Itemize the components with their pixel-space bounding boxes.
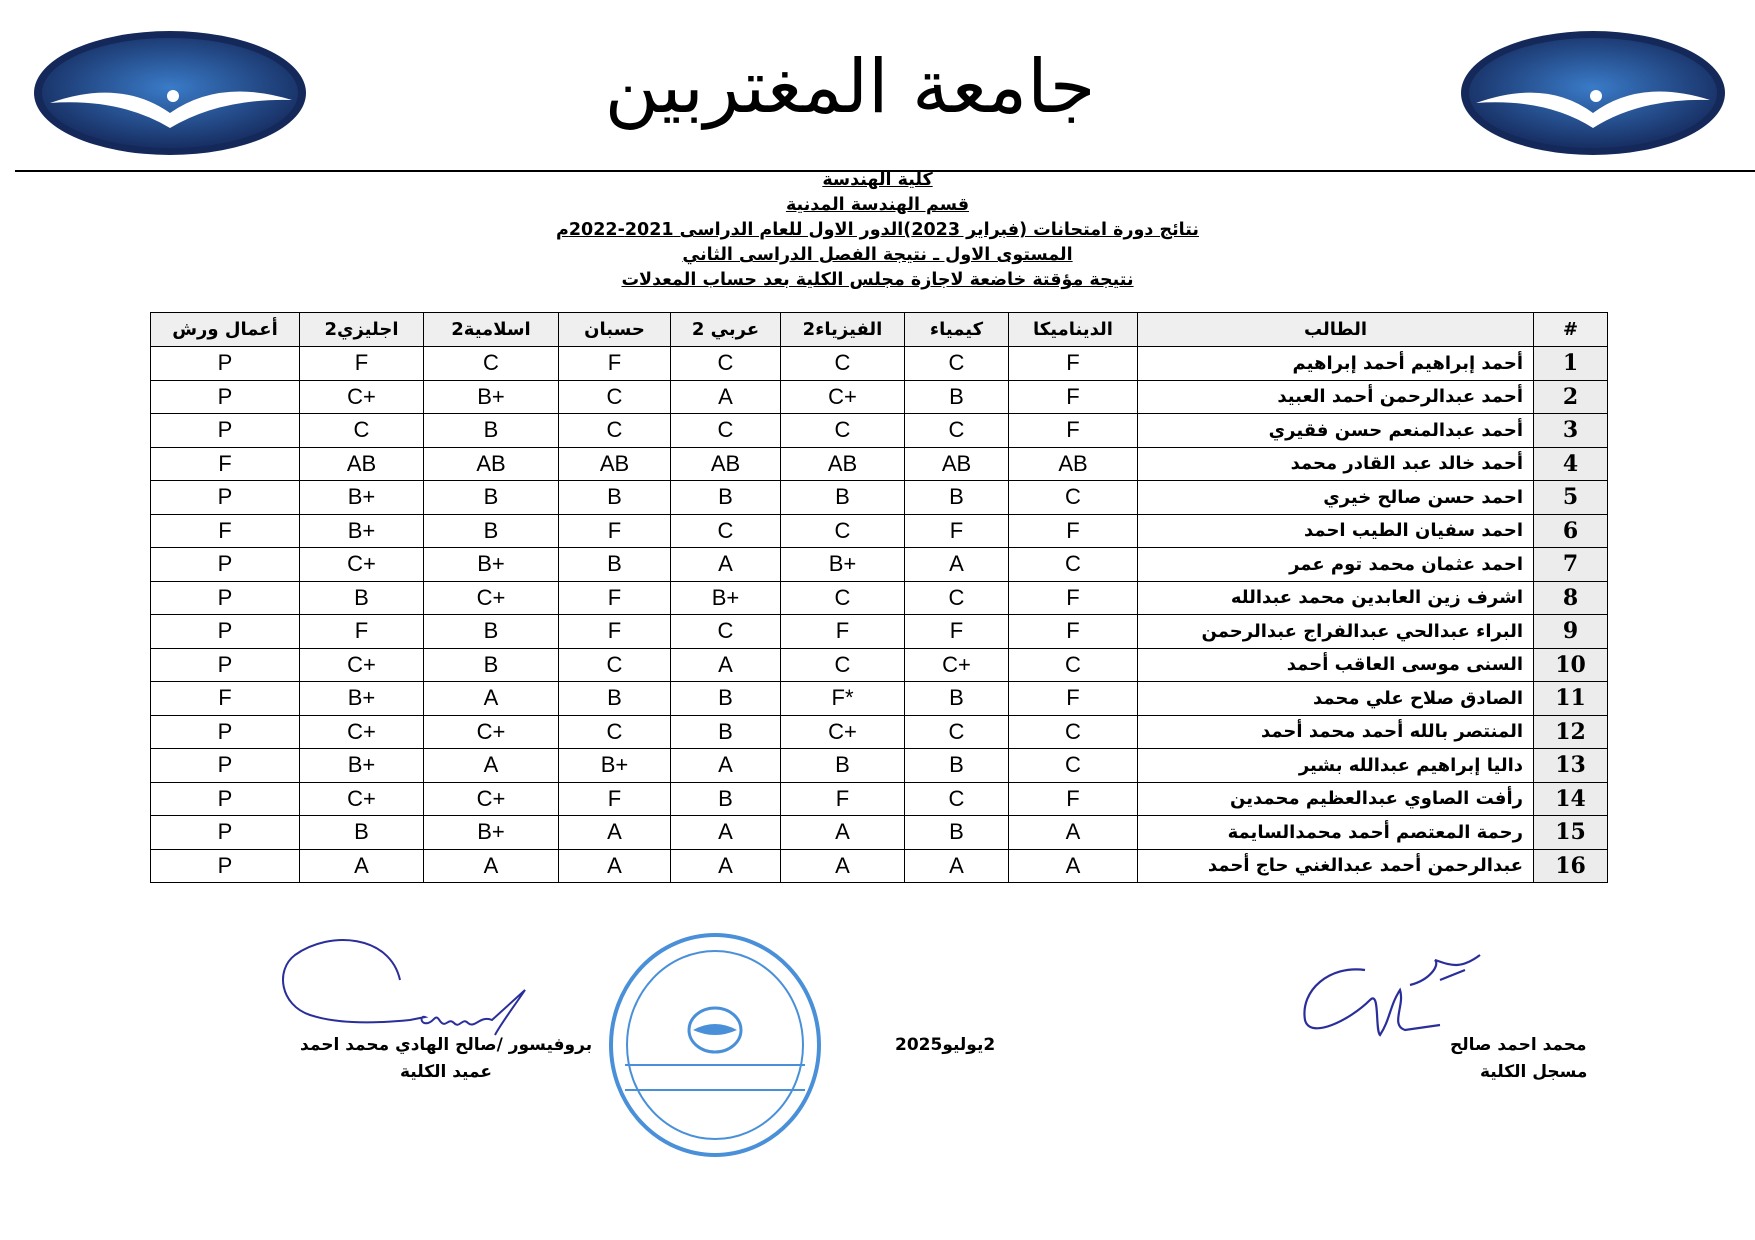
grade-islamic: A: [424, 749, 559, 783]
grade-islamic: C: [424, 347, 559, 381]
column-header-student: الطالب: [1138, 313, 1534, 347]
grade-chemistry: C+: [905, 648, 1009, 682]
grade-physics: C: [781, 648, 905, 682]
registrar-name: محمد احمد صالح: [1450, 1035, 1587, 1055]
grade-chemistry: B: [905, 749, 1009, 783]
grade-workshop: P: [151, 380, 300, 414]
grade-calculus: C: [559, 380, 671, 414]
college-stamp: [605, 930, 825, 1164]
grade-dynamics: F: [1009, 347, 1138, 381]
grade-english: C+: [300, 648, 424, 682]
table-row: [151, 682, 1608, 716]
grade-calculus: F: [559, 615, 671, 649]
student-name: المنتصر بالله أحمد محمد أحمد: [1138, 715, 1534, 749]
column-header-number: #: [1534, 313, 1608, 347]
table-row: [151, 380, 1608, 414]
grade-chemistry: F: [905, 615, 1009, 649]
grade-calculus: F: [559, 514, 671, 548]
grade-arabic: B: [671, 682, 781, 716]
grade-physics: C: [781, 581, 905, 615]
dean-signature: [270, 925, 540, 1044]
grade-physics: AB: [781, 447, 905, 481]
grade-dynamics: A: [1009, 849, 1138, 883]
student-name: أحمد خالد عبد القادر محمد: [1138, 447, 1534, 481]
grade-dynamics: AB: [1009, 447, 1138, 481]
student-name: أحمد إبراهيم أحمد إبراهيم: [1138, 347, 1534, 381]
grade-workshop: P: [151, 615, 300, 649]
grade-arabic: C: [671, 414, 781, 448]
grade-islamic: C+: [424, 715, 559, 749]
university-logo-left: [30, 28, 310, 162]
grade-arabic: A: [671, 749, 781, 783]
grade-arabic: A: [671, 849, 781, 883]
grade-english: B+: [300, 749, 424, 783]
grade-physics: C: [781, 347, 905, 381]
student-name: أحمد عبدالمنعم حسن فقيري: [1138, 414, 1534, 448]
grades-table: [150, 312, 1608, 883]
grade-dynamics: F: [1009, 380, 1138, 414]
grade-islamic: A: [424, 849, 559, 883]
grade-chemistry: C: [905, 581, 1009, 615]
level-heading: المستوى الاول ـ نتيجة الفصل الدراسى الثاني: [682, 245, 1073, 265]
row-number: 16: [1534, 849, 1608, 883]
grade-english: C: [300, 414, 424, 448]
grade-workshop: P: [151, 715, 300, 749]
document-date: 2يوليو2025: [895, 1035, 996, 1055]
grade-islamic: C+: [424, 581, 559, 615]
grade-arabic: B: [671, 782, 781, 816]
grade-workshop: F: [151, 514, 300, 548]
university-title: جامعة المغتربين: [604, 44, 1096, 130]
grade-workshop: P: [151, 816, 300, 850]
grade-physics: F: [781, 782, 905, 816]
grade-arabic: B: [671, 715, 781, 749]
grade-physics: F: [781, 615, 905, 649]
provisional-note-heading: نتيجة مؤقتة خاضعة لاجازة مجلس الكلية بعد حساب المعدلات: [621, 270, 1134, 290]
grade-calculus: C: [559, 648, 671, 682]
grade-calculus: C: [559, 414, 671, 448]
grade-arabic: AB: [671, 447, 781, 481]
row-number: 12: [1534, 715, 1608, 749]
grade-english: A: [300, 849, 424, 883]
grade-islamic: AB: [424, 447, 559, 481]
row-number: 1: [1534, 347, 1608, 381]
student-name: احمد عثمان محمد توم عمر: [1138, 548, 1534, 582]
student-name: البراء عبدالحي عبدالفراج عبدالرحمن: [1138, 615, 1534, 649]
grade-english: C+: [300, 715, 424, 749]
row-number: 4: [1534, 447, 1608, 481]
faculty-heading: كلية الهندسة: [822, 170, 933, 190]
grade-english: B: [300, 581, 424, 615]
student-name: السنى موسى العاقب أحمد: [1138, 648, 1534, 682]
table-row: [151, 514, 1608, 548]
grade-workshop: P: [151, 548, 300, 582]
table-row: [151, 615, 1608, 649]
grade-physics: B: [781, 749, 905, 783]
grade-english: C+: [300, 548, 424, 582]
grade-physics: F*: [781, 682, 905, 716]
table-row: [151, 414, 1608, 448]
student-name: احمد سفيان الطيب احمد: [1138, 514, 1534, 548]
table-row: [151, 581, 1608, 615]
grade-english: F: [300, 615, 424, 649]
grade-english: B: [300, 816, 424, 850]
grade-chemistry: A: [905, 548, 1009, 582]
grade-english: F: [300, 347, 424, 381]
student-name: عبدالرحمن أحمد عبدالغني حاج أحمد: [1138, 849, 1534, 883]
grade-workshop: P: [151, 414, 300, 448]
grade-chemistry: C: [905, 347, 1009, 381]
grade-islamic: B: [424, 615, 559, 649]
row-number: 3: [1534, 414, 1608, 448]
grade-workshop: F: [151, 682, 300, 716]
table-row: [151, 481, 1608, 515]
student-name: داليا إبراهيم عبدالله بشير: [1138, 749, 1534, 783]
grade-chemistry: B: [905, 816, 1009, 850]
grade-physics: A: [781, 849, 905, 883]
grade-calculus: B: [559, 548, 671, 582]
grade-arabic: A: [671, 548, 781, 582]
grade-calculus: B: [559, 682, 671, 716]
grade-english: C+: [300, 782, 424, 816]
dean-name: بروفيسور /صالح الهادي محمد احمد: [300, 1035, 593, 1055]
grade-physics: C+: [781, 715, 905, 749]
student-name: رحمة المعتصم أحمد محمدالسايمة: [1138, 816, 1534, 850]
table-row: [151, 648, 1608, 682]
grade-islamic: C+: [424, 782, 559, 816]
university-logo-right: [1458, 28, 1728, 162]
grade-islamic: B: [424, 481, 559, 515]
row-number: 8: [1534, 581, 1608, 615]
row-number: 10: [1534, 648, 1608, 682]
dean-title: عميد الكلية: [400, 1062, 492, 1082]
grade-physics: C+: [781, 380, 905, 414]
grade-chemistry: B: [905, 682, 1009, 716]
grade-chemistry: B: [905, 380, 1009, 414]
row-number: 14: [1534, 782, 1608, 816]
grade-english: B+: [300, 481, 424, 515]
grade-calculus: C: [559, 715, 671, 749]
grade-dynamics: C: [1009, 481, 1138, 515]
column-header-workshop: أعمال ورش: [151, 313, 300, 347]
student-name: اشرف زين العابدين محمد عبدالله: [1138, 581, 1534, 615]
grade-islamic: B: [424, 514, 559, 548]
grade-islamic: B+: [424, 548, 559, 582]
grade-dynamics: F: [1009, 782, 1138, 816]
grade-chemistry: F: [905, 514, 1009, 548]
student-name: الصادق صلاح علي محمد: [1138, 682, 1534, 716]
row-number: 9: [1534, 615, 1608, 649]
grade-calculus: A: [559, 849, 671, 883]
grade-calculus: F: [559, 581, 671, 615]
grade-arabic: B+: [671, 581, 781, 615]
grade-workshop: P: [151, 481, 300, 515]
grade-chemistry: A: [905, 849, 1009, 883]
row-number: 6: [1534, 514, 1608, 548]
table-row: [151, 715, 1608, 749]
grade-physics: C: [781, 414, 905, 448]
column-header-physics: الفيزياء2: [781, 313, 905, 347]
row-number: 7: [1534, 548, 1608, 582]
table-row: [151, 347, 1608, 381]
grade-islamic: B: [424, 414, 559, 448]
grade-chemistry: C: [905, 414, 1009, 448]
row-number: 2: [1534, 380, 1608, 414]
table-row: [151, 816, 1608, 850]
column-header-calculus: حسبان: [559, 313, 671, 347]
student-name: رأفت الصاوي عبدالعظيم محمدين: [1138, 782, 1534, 816]
grade-chemistry: AB: [905, 447, 1009, 481]
department-heading: قسم الهندسة المدنية: [785, 195, 970, 215]
row-number: 15: [1534, 816, 1608, 850]
grades-table-body: [151, 347, 1608, 883]
grade-workshop: P: [151, 749, 300, 783]
grade-islamic: A: [424, 682, 559, 716]
document-headings: [0, 168, 1755, 293]
grade-dynamics: F: [1009, 682, 1138, 716]
grade-dynamics: F: [1009, 514, 1138, 548]
grade-islamic: B+: [424, 380, 559, 414]
column-header-arabic: عربي 2: [671, 313, 781, 347]
row-number: 5: [1534, 481, 1608, 515]
table-header-row: [151, 313, 1608, 347]
grade-arabic: B: [671, 481, 781, 515]
grade-arabic: A: [671, 380, 781, 414]
table-row: [151, 548, 1608, 582]
grade-chemistry: C: [905, 715, 1009, 749]
grade-calculus: F: [559, 347, 671, 381]
grade-chemistry: C: [905, 782, 1009, 816]
grade-workshop: P: [151, 782, 300, 816]
column-header-islamic: اسلامية2: [424, 313, 559, 347]
grade-workshop: P: [151, 849, 300, 883]
grade-arabic: C: [671, 347, 781, 381]
exam-session-heading: نتائج دورة امتحانات (فبراير 2023)الدور الاول للعام الدراسى 2021-2022م: [556, 220, 1199, 240]
grade-islamic: B: [424, 648, 559, 682]
grade-dynamics: C: [1009, 648, 1138, 682]
grade-calculus: F: [559, 782, 671, 816]
grade-calculus: AB: [559, 447, 671, 481]
grade-dynamics: C: [1009, 548, 1138, 582]
grade-islamic: B+: [424, 816, 559, 850]
grade-arabic: A: [671, 816, 781, 850]
grade-dynamics: C: [1009, 715, 1138, 749]
grade-dynamics: C: [1009, 749, 1138, 783]
grade-physics: B: [781, 481, 905, 515]
row-number: 11: [1534, 682, 1608, 716]
column-header-dynamics: الديناميكا: [1009, 313, 1138, 347]
grade-english: AB: [300, 447, 424, 481]
registrar-title: مسجل الكلية: [1480, 1062, 1588, 1082]
grade-workshop: F: [151, 447, 300, 481]
grade-physics: C: [781, 514, 905, 548]
grade-arabic: C: [671, 615, 781, 649]
grade-english: B+: [300, 682, 424, 716]
student-name: احمد حسن صالح خيري: [1138, 481, 1534, 515]
grade-calculus: B: [559, 481, 671, 515]
grade-chemistry: B: [905, 481, 1009, 515]
grade-workshop: P: [151, 581, 300, 615]
grade-english: B+: [300, 514, 424, 548]
table-row: [151, 782, 1608, 816]
row-number: 13: [1534, 749, 1608, 783]
grade-dynamics: F: [1009, 414, 1138, 448]
grade-dynamics: A: [1009, 816, 1138, 850]
grade-workshop: P: [151, 648, 300, 682]
column-header-chemistry: كيمياء: [905, 313, 1009, 347]
grade-workshop: P: [151, 347, 300, 381]
student-name: أحمد عبدالرحمن أحمد العبيد: [1138, 380, 1534, 414]
table-row: [151, 849, 1608, 883]
table-row: [151, 447, 1608, 481]
grade-arabic: A: [671, 648, 781, 682]
grade-english: C+: [300, 380, 424, 414]
column-header-english: اجليزي2: [300, 313, 424, 347]
grade-physics: B+: [781, 548, 905, 582]
grade-dynamics: F: [1009, 581, 1138, 615]
table-row: [151, 749, 1608, 783]
grade-dynamics: F: [1009, 615, 1138, 649]
grade-arabic: C: [671, 514, 781, 548]
grade-calculus: A: [559, 816, 671, 850]
grade-calculus: B+: [559, 749, 671, 783]
grade-physics: A: [781, 816, 905, 850]
